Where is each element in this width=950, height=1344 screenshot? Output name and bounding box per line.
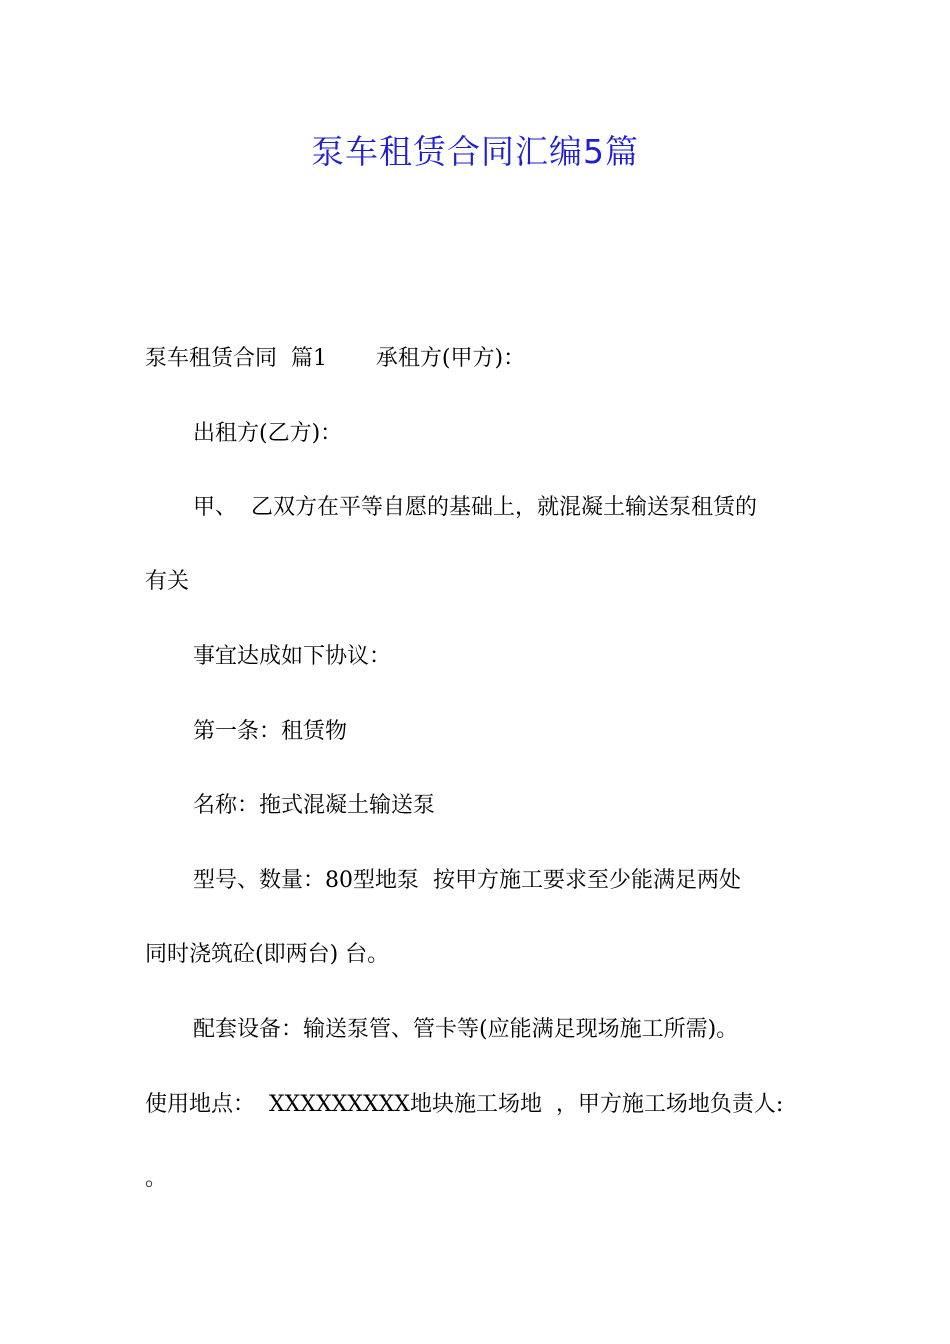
doc-line-equipment: 配套设备：输送泵管、管卡等(应能满足现场施工所需)。 <box>193 1017 739 1042</box>
doc-line-model-cont: 同时浇筑砼(即两台) 台。 <box>145 942 390 967</box>
doc-line-agreement: 事宜达成如下协议： <box>193 644 392 669</box>
doc-line-lessor: 出租方(乙方)： <box>193 421 343 446</box>
doc-line-model: 型号、数量：80型地泵 按甲方施工要求至少能满足两处 <box>193 868 741 893</box>
doc-line-preamble-cont: 有关 <box>145 569 190 594</box>
doc-line-preamble: 甲、 乙双方在平等自愿的基础上，就混凝土输送泵租赁的 <box>193 495 757 520</box>
doc-line-article-1: 第一条：租赁物 <box>193 719 348 744</box>
doc-line-location-cont: 。 <box>145 1166 168 1191</box>
doc-line-name: 名称：拖式混凝土输送泵 <box>193 793 436 818</box>
doc-line-heading: 泵车租赁合同 篇1 承租方(甲方)： <box>145 346 526 371</box>
document-title: 泵车租赁合同汇编5篇 <box>311 132 639 171</box>
doc-line-location: 使用地点： XXXXXXXXX地块施工场地 ，甲方施工场地负责人: <box>145 1092 784 1117</box>
